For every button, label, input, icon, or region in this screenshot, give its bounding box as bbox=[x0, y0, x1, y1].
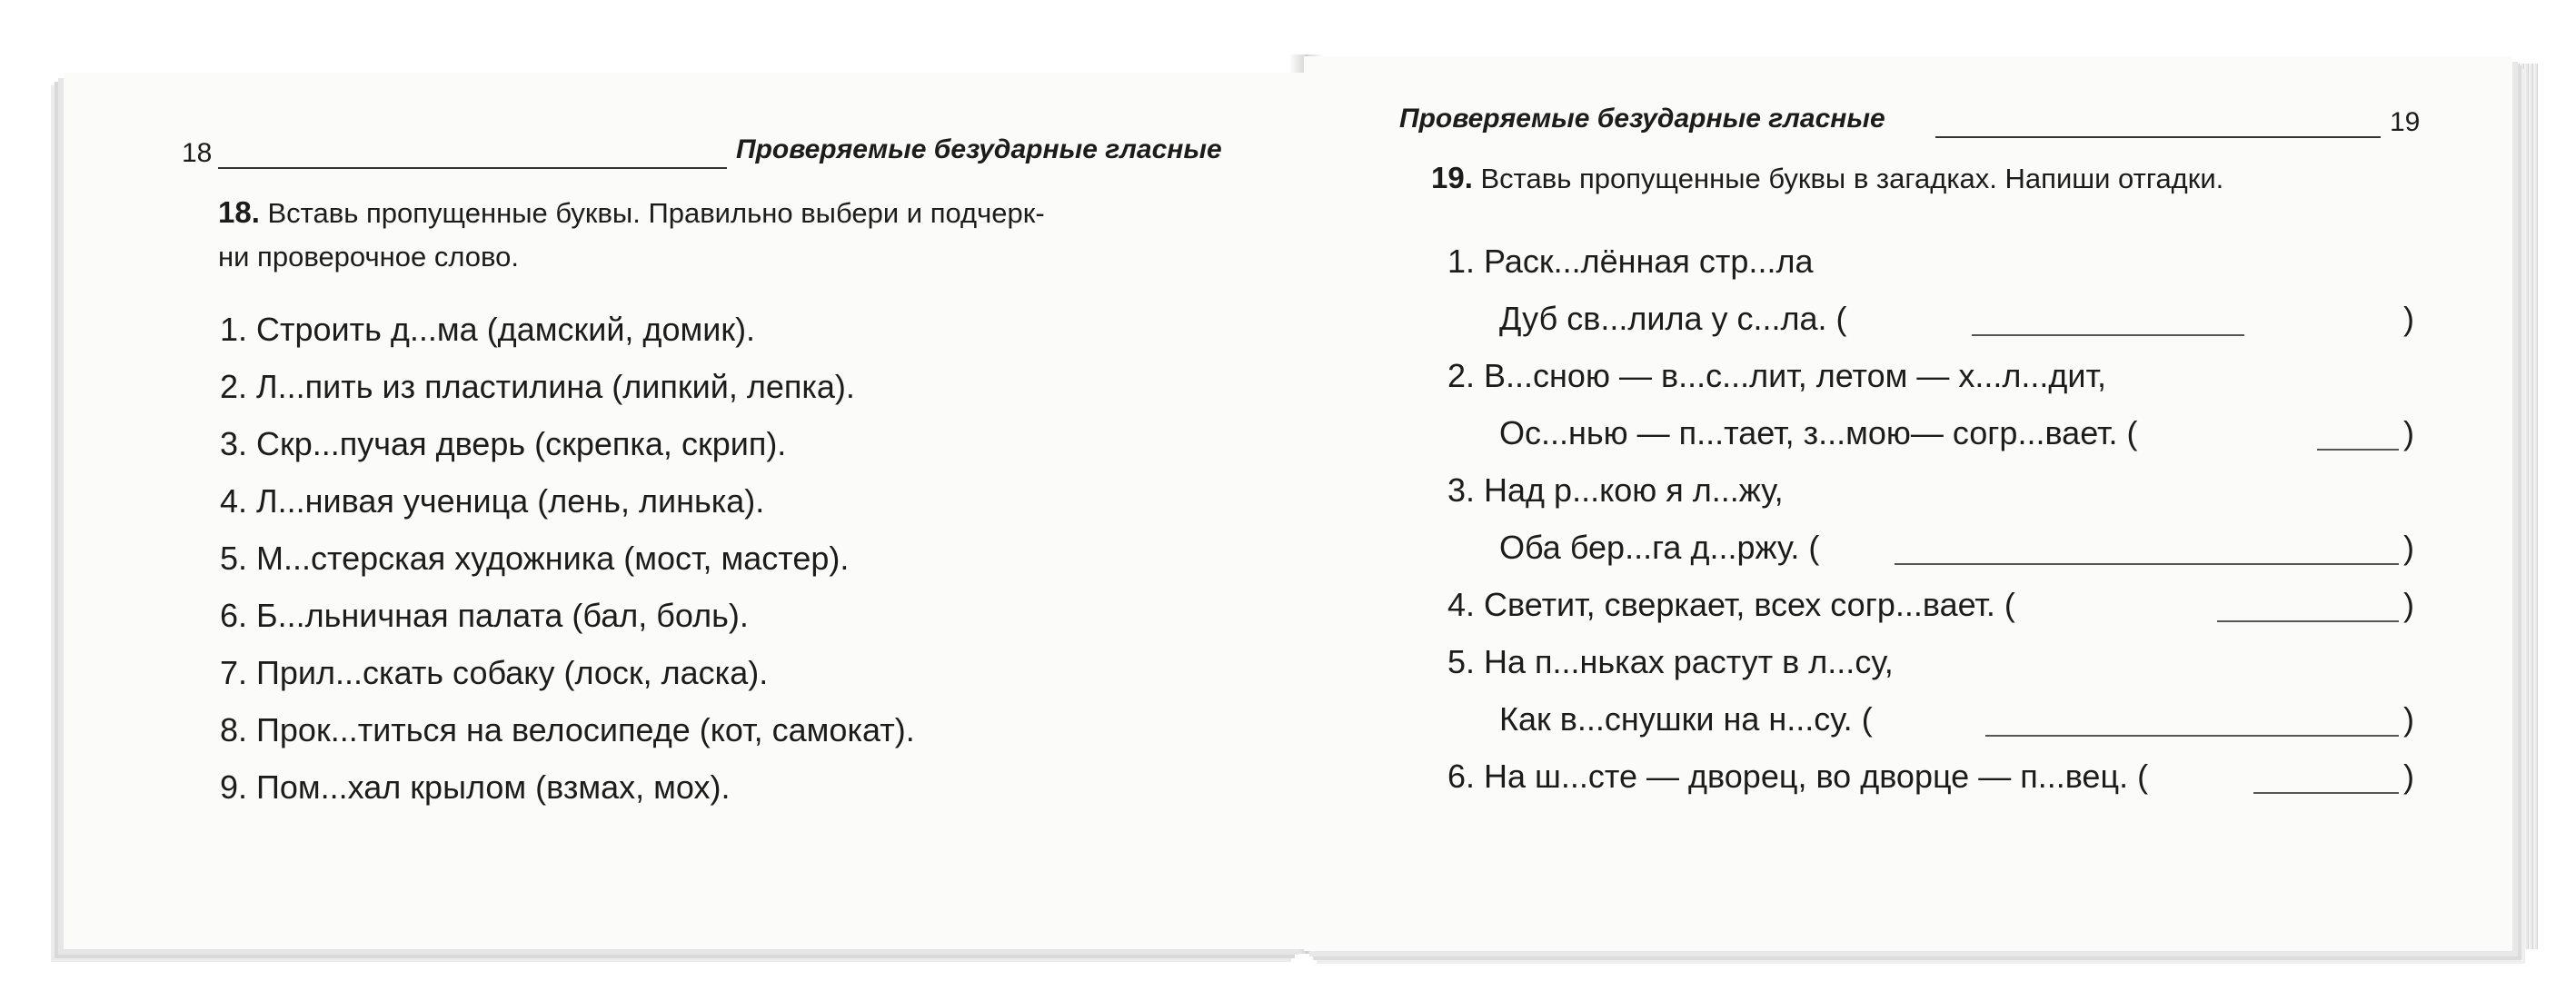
header-rule bbox=[218, 167, 727, 169]
close-paren: ) bbox=[2403, 414, 2414, 451]
riddle-line: Оба бер...га д...ржу. ( bbox=[1499, 529, 1820, 566]
close-paren: ) bbox=[2403, 529, 2414, 566]
close-paren: ) bbox=[2403, 586, 2414, 623]
close-paren: ) bbox=[2403, 758, 2414, 795]
exercise-item: 9. Пом...хал крылом (взмах, мох). bbox=[220, 768, 731, 806]
page-number: 19 bbox=[2390, 107, 2421, 137]
answer-blank[interactable] bbox=[2217, 620, 2399, 622]
task-number: 18. bbox=[218, 195, 260, 229]
riddle-line: Как в...снушки на н...су. ( bbox=[1499, 700, 1873, 738]
left-page bbox=[64, 73, 1304, 949]
task-instruction bbox=[218, 191, 1272, 279]
answer-blank[interactable] bbox=[1985, 735, 2399, 737]
exercise-item: 7. Прил...скать собаку (лоск, ласка). bbox=[220, 654, 769, 691]
riddle-line: 5. На п...ньках растут в л...су, bbox=[1447, 643, 1894, 680]
header-title: Проверяемые безударные гласные bbox=[736, 134, 1222, 164]
task-number: 19. bbox=[1431, 161, 1473, 194]
page-edges bbox=[2512, 64, 2538, 949]
exercise-item: 3. Скр...пучая дверь (скрепка, скрип). bbox=[220, 425, 787, 462]
exercise-item: 5. М...стерская художника (мост, мастер). bbox=[220, 540, 850, 577]
riddle-line: 3. Над р...кою я л...жу, bbox=[1447, 471, 1784, 509]
riddle-line: 2. В...сною — в...с...лит, летом — х...л...дит, bbox=[1447, 357, 2107, 394]
header-title: Проверяемые безударные гласные bbox=[1399, 104, 1885, 134]
riddle-line: 4. Светит, сверкает, всех согр...вает. ( bbox=[1447, 586, 2015, 623]
riddle-line: 1. Раск...лённая стр...ла bbox=[1447, 243, 1814, 280]
task-text-line1: Вставь пропущенные буквы. Правильно выбери и подчерк- bbox=[267, 197, 1045, 229]
header-rule bbox=[1935, 136, 2381, 138]
exercise-item: 6. Б...льничная палата (бал, боль). bbox=[220, 597, 749, 634]
answer-blank[interactable] bbox=[2317, 449, 2399, 451]
exercise-item: 4. Л...нивая ученица (лень, линька). bbox=[220, 482, 765, 520]
close-paren: ) bbox=[2403, 300, 2414, 337]
close-paren: ) bbox=[2403, 700, 2414, 738]
right-page bbox=[1304, 56, 2512, 951]
answer-blank[interactable] bbox=[1972, 334, 2244, 336]
exercise-item: 8. Прок...титься на велосипеде (кот, самокат). bbox=[220, 711, 915, 748]
task-text: Вставь пропущенные буквы в загадках. Напиши отгадки. bbox=[1480, 163, 2224, 194]
answer-blank[interactable] bbox=[2253, 792, 2399, 794]
riddle-line: 6. На ш...сте — дворец, во дворце — п...вец. ( bbox=[1447, 758, 2149, 795]
page-number: 18 bbox=[182, 138, 213, 168]
task-instruction bbox=[1431, 156, 2476, 201]
exercise-item: 2. Л...пить из пластилина (липкий, лепка). bbox=[220, 368, 855, 405]
riddle-line: Дуб св...лила у с...ла. ( bbox=[1499, 300, 1847, 337]
riddle-line: Ос...нью — п...тает, з...мою— согр...вает. ( bbox=[1499, 414, 2138, 451]
task-text-line2: ни проверочное слово. bbox=[218, 241, 519, 272]
exercise-item: 1. Строить д...ма (дамский, домик). bbox=[220, 311, 756, 348]
answer-blank[interactable] bbox=[1895, 563, 2399, 565]
